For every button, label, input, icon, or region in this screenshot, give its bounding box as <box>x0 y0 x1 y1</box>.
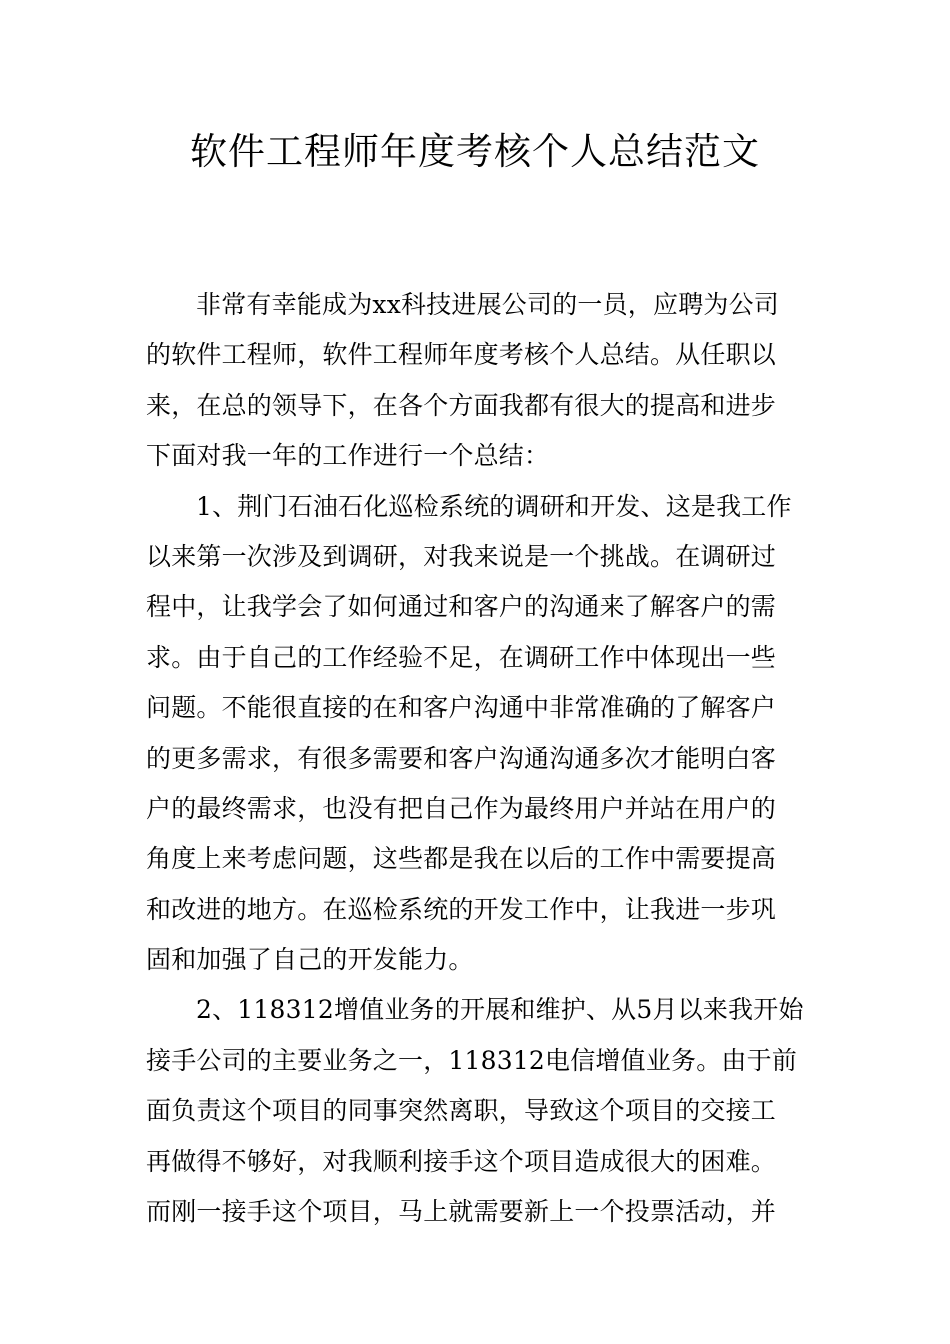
paragraph-line: 的软件工程师，软件工程师年度考核个人总结。从任职以 <box>146 340 777 370</box>
paragraph-line: 户的最终需求，也没有把自己作为最终用户并站在用户的 <box>146 793 777 823</box>
paragraph-line: 接手公司的主要业务之一，118312电信增值业务。由于前 <box>146 1045 798 1075</box>
paragraph-line: 以来第一次涉及到调研，对我来说是一个挑战。在调研过 <box>146 541 777 571</box>
paragraph-line: 下面对我一年的工作进行一个总结： <box>146 441 550 471</box>
paragraph-line: 问题。不能很直接的在和客户沟通中非常准确的了解客户 <box>146 693 777 723</box>
paragraph-line: 2、118312增值业务的开展和维护、从5月以来我开始 <box>196 995 804 1025</box>
paragraph-line: 和改进的地方。在巡检系统的开发工作中，让我进一步巩 <box>146 894 777 924</box>
document-title: 软件工程师年度考核个人总结范文 <box>190 130 760 173</box>
paragraph-line: 固和加强了自己的开发能力。 <box>146 945 474 975</box>
paragraph-line: 而刚一接手这个项目，马上就需要新上一个投票活动，并 <box>146 1197 777 1227</box>
document-body <box>146 280 810 1237</box>
paragraph-line: 来，在总的领导下，在各个方面我都有很大的提高和进步 <box>146 390 777 420</box>
paragraph-line: 求。由于自己的工作经验不足，在调研工作中体现出一些 <box>146 642 777 672</box>
paragraph-line: 的更多需求，有很多需要和客户沟通沟通多次才能明白客 <box>146 743 777 773</box>
paragraph-line: 再做得不够好，对我顺利接手这个项目造成很大的困难。 <box>146 1146 777 1176</box>
paragraph-line: 非常有幸能成为xx科技进展公司的一员，应聘为公司 <box>196 290 780 319</box>
paragraph-line: 1、荆门石油石化巡检系统的调研和开发、这是我工作 <box>196 491 792 521</box>
paragraph-line: 角度上来考虑问题，这些都是我在以后的工作中需要提高 <box>146 844 777 874</box>
paragraph-line: 面负责这个项目的同事突然离职，导致这个项目的交接工 <box>146 1096 777 1126</box>
paragraph-line: 程中，让我学会了如何通过和客户的沟通来了解客户的需 <box>146 592 777 622</box>
